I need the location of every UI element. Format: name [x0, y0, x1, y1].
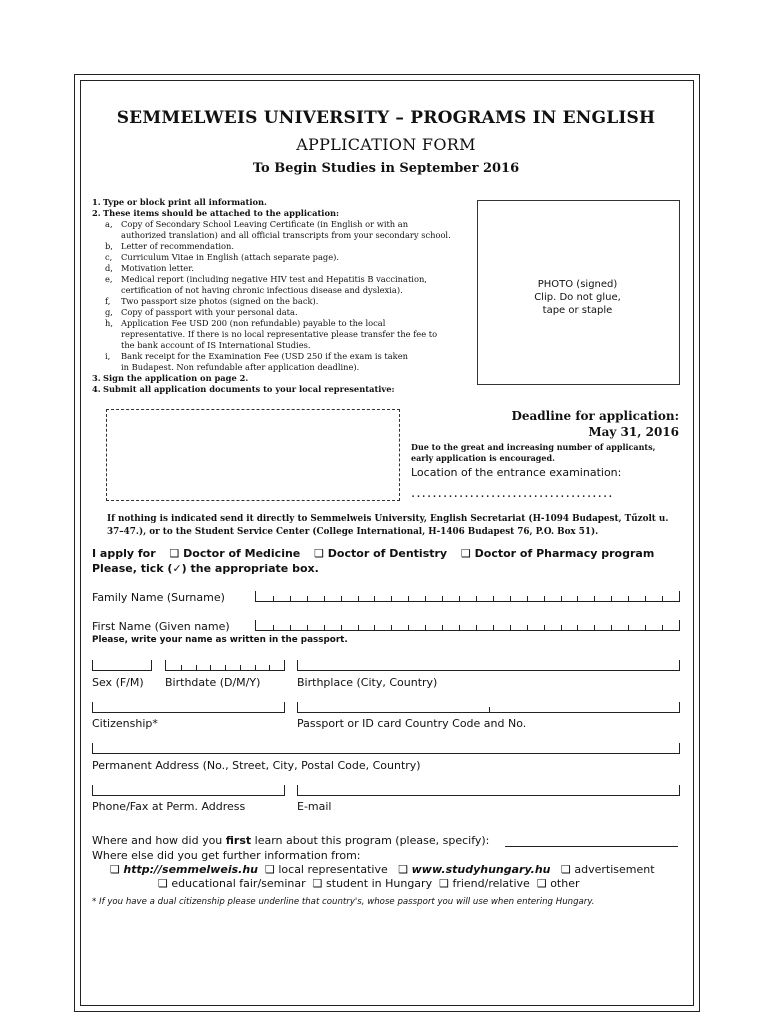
- field-tick: [374, 596, 375, 601]
- field-tick: [459, 625, 460, 630]
- instruction-subitem: g, Copy of passport with your personal data.: [105, 307, 298, 317]
- field-tick: [577, 596, 578, 601]
- source-options-row2: [158, 877, 580, 890]
- citizenship-label: Citizenship*: [92, 717, 158, 730]
- field-tick: [645, 625, 646, 630]
- field-tick: [544, 625, 545, 630]
- instruction-subitem: certification of not having chronic infectious disease and dyslexia).: [121, 285, 403, 295]
- field-tick: [493, 596, 494, 601]
- email-field[interactable]: [297, 785, 680, 796]
- source-other[interactable]: ❑ other: [536, 877, 580, 890]
- field-tick: [628, 625, 629, 630]
- field-tick: [645, 596, 646, 601]
- source-local-rep[interactable]: ❑ local representative: [264, 863, 388, 876]
- field-tick: [476, 596, 477, 601]
- source-studyhungary[interactable]: ❑ www.studyhungary.hu: [398, 863, 551, 876]
- field-tick: [273, 625, 274, 630]
- deadline: Deadline for application: May 31, 2016: [511, 409, 679, 439]
- citizenship-footnote: * If you have a dual citizenship please underline that country's, whose passport you will use when entering Hungary.: [92, 897, 595, 907]
- further-info-question: Where else did you get further information from:: [92, 849, 361, 862]
- exam-location-field[interactable]: ......................................: [411, 486, 614, 501]
- form-subtitle: APPLICATION FORM: [296, 135, 476, 154]
- option-pharmacy[interactable]: ❑ Doctor of Pharmacy program: [460, 547, 655, 560]
- form-term: To Begin Studies in September 2016: [252, 161, 520, 176]
- first-name-label: First Name (Given name): [92, 620, 230, 633]
- deadline-note: Due to the great and increasing number of applicants, early application is encouraged.: [411, 442, 656, 463]
- field-tick: [425, 596, 426, 601]
- address-label: Permanent Address (No., Street, City, Postal Code, Country): [92, 759, 421, 772]
- field-tick: [510, 625, 511, 630]
- instruction-subitem: in Budapest. Non refundable after application deadline).: [121, 362, 360, 372]
- field-tick: [307, 625, 308, 630]
- field-tick: [594, 596, 595, 601]
- representative-stamp-box[interactable]: [106, 409, 400, 501]
- sex-label: Sex (F/M): [92, 676, 144, 689]
- source-fair[interactable]: ❑ educational fair/seminar: [158, 877, 306, 890]
- option-dentistry[interactable]: ❑ Doctor of Dentistry: [314, 547, 448, 560]
- family-name-field[interactable]: [255, 591, 680, 602]
- birthdate-label: Birthdate (D/M/Y): [165, 676, 261, 689]
- field-tick: [408, 596, 409, 601]
- email-label: E-mail: [297, 800, 332, 813]
- field-tick: [324, 596, 325, 601]
- field-tick: [527, 625, 528, 630]
- field-tick: [391, 625, 392, 630]
- source-advertisement[interactable]: ❑ advertisement: [560, 863, 655, 876]
- instruction-subitem: the bank account of IS International Studies.: [121, 340, 311, 350]
- family-name-label: Family Name (Surname): [92, 591, 225, 604]
- program-choice: I apply for ❑ Doctor of Medicine ❑ Doctor of Dentistry ❑ Doctor of Pharmacy program: [92, 547, 655, 560]
- source-friend[interactable]: ❑ friend/relative: [439, 877, 530, 890]
- field-tick: [255, 665, 256, 670]
- field-tick: [493, 625, 494, 630]
- field-tick: [210, 665, 211, 670]
- instruction-subitem: e, Medical report (including negative HIV test and Hepatitis B vaccination,: [105, 274, 427, 284]
- field-tick: [442, 596, 443, 601]
- field-tick: [577, 625, 578, 630]
- tick-note: Please, tick (✓) the appropriate box.: [92, 562, 319, 575]
- field-tick: [240, 665, 241, 670]
- field-tick: [459, 596, 460, 601]
- instruction-subitem: b, Letter of recommendation.: [105, 241, 235, 251]
- field-tick: [561, 625, 562, 630]
- passport-label: Passport or ID card Country Code and No.: [297, 717, 527, 730]
- address-field[interactable]: [92, 743, 680, 754]
- field-tick: [662, 596, 663, 601]
- field-tick: [290, 625, 291, 630]
- instruction-subitem: h, Application Fee USD 200 (non refundable) payable to the local: [105, 318, 386, 328]
- instruction-subitem: representative. If there is no local representative please transfer the fee to: [121, 329, 438, 339]
- first-learn-answer[interactable]: [505, 836, 678, 847]
- field-tick: [425, 625, 426, 630]
- citizenship-field[interactable]: [92, 702, 285, 713]
- first-name-field[interactable]: [255, 620, 680, 631]
- passport-name-note: Please, write your name as written in the passport.: [92, 635, 348, 645]
- field-tick: [358, 596, 359, 601]
- instruction-subitem: c, Curriculum Vitae in English (attach separate page).: [105, 252, 339, 262]
- field-tick: [225, 665, 226, 670]
- field-tick: [269, 665, 270, 670]
- instruction-subitem: a, Copy of Secondary School Leaving Certificate (in English or with an: [105, 219, 409, 229]
- field-tick: [611, 625, 612, 630]
- field-tick: [290, 596, 291, 601]
- field-tick: [374, 625, 375, 630]
- field-tick: [341, 625, 342, 630]
- field-tick: [196, 665, 197, 670]
- send-to-note: If nothing is indicated send it directly to Semmelweis University, English Secretariat (H-1094 Budapest, Tűzolt u. 37–47.), or to the Student Service Center (College International, H-1406 Budapest 76, P.O. Box 51).: [107, 514, 669, 537]
- field-tick: [181, 665, 182, 670]
- field-tick: [611, 596, 612, 601]
- field-tick: [324, 625, 325, 630]
- birthplace-field[interactable]: [297, 660, 680, 671]
- form-title: SEMMELWEIS UNIVERSITY – PROGRAMS IN ENGLISH: [116, 108, 656, 128]
- field-tick: [408, 625, 409, 630]
- field-tick: [561, 596, 562, 601]
- source-student[interactable]: ❑ student in Hungary: [312, 877, 433, 890]
- field-tick: [628, 596, 629, 601]
- instruction-subitem: d, Motivation letter.: [105, 263, 194, 273]
- field-tick: [307, 596, 308, 601]
- phone-label: Phone/Fax at Perm. Address: [92, 800, 246, 813]
- sex-field[interactable]: [92, 660, 152, 671]
- instruction-subitem: i, Bank receipt for the Examination Fee (USD 250 if the exam is taken: [105, 351, 408, 361]
- instruction-subitem: authorized translation) and all official transcripts from your secondary school.: [121, 230, 451, 240]
- instructions-list: 1. Type or block print all information. 2. These items should be attached to the application: a, Copy of Secondary School Leaving Certificate (in English or with an authorized translation) and all official transcripts from your secondary school. b, Letter of recommendation. c, Curriculum Vitae in English (attach separate page). d, Motivation letter. e, Medical report (including negative HIV test and Hepatitis B vaccination, certification of not having chronic infectious disease and dyslexia). f, Two passport size photos (signed on the back). g, Copy of passport with your personal data. h, Application Fee USD 200 (non refundable) payable to the local representative. If there is no local representative please transfer the fee to the bank account of IS International Studies. i, Bank receipt for the Examination Fee (USD 250 if the exam is taken in Budapest. Non refundable after application deadline). 3. Sign the application on page 2. 4. Submit all application documents to your local representative:: [92, 197, 464, 395]
- field-tick: [527, 596, 528, 601]
- option-medicine[interactable]: ❑ Doctor of Medicine: [169, 547, 301, 560]
- field-tick: [544, 596, 545, 601]
- instruction-subitem: f, Two passport size photos (signed on the back).: [105, 296, 319, 306]
- field-tick: [510, 596, 511, 601]
- source-semmelweis[interactable]: ❑ http://semmelweis.hu: [110, 863, 258, 876]
- birthdate-field[interactable]: [165, 660, 285, 671]
- field-tick: [594, 625, 595, 630]
- source-options-row1: [110, 863, 655, 876]
- phone-field[interactable]: [92, 785, 285, 796]
- first-learn-question: Where and how did you first learn about this program (please, specify):: [92, 834, 490, 847]
- field-tick: [273, 596, 274, 601]
- birthplace-label: Birthplace (City, Country): [297, 676, 438, 689]
- field-tick: [391, 596, 392, 601]
- field-tick: [442, 625, 443, 630]
- field-tick: [476, 625, 477, 630]
- field-tick: [341, 596, 342, 601]
- exam-location-label: Location of the entrance examination:: [411, 466, 622, 479]
- passport-field[interactable]: [297, 702, 680, 713]
- field-tick: [489, 707, 490, 712]
- photo-instructions: PHOTO (signed) Clip. Do not glue, tape or staple: [534, 279, 621, 316]
- field-tick: [358, 625, 359, 630]
- field-tick: [662, 625, 663, 630]
